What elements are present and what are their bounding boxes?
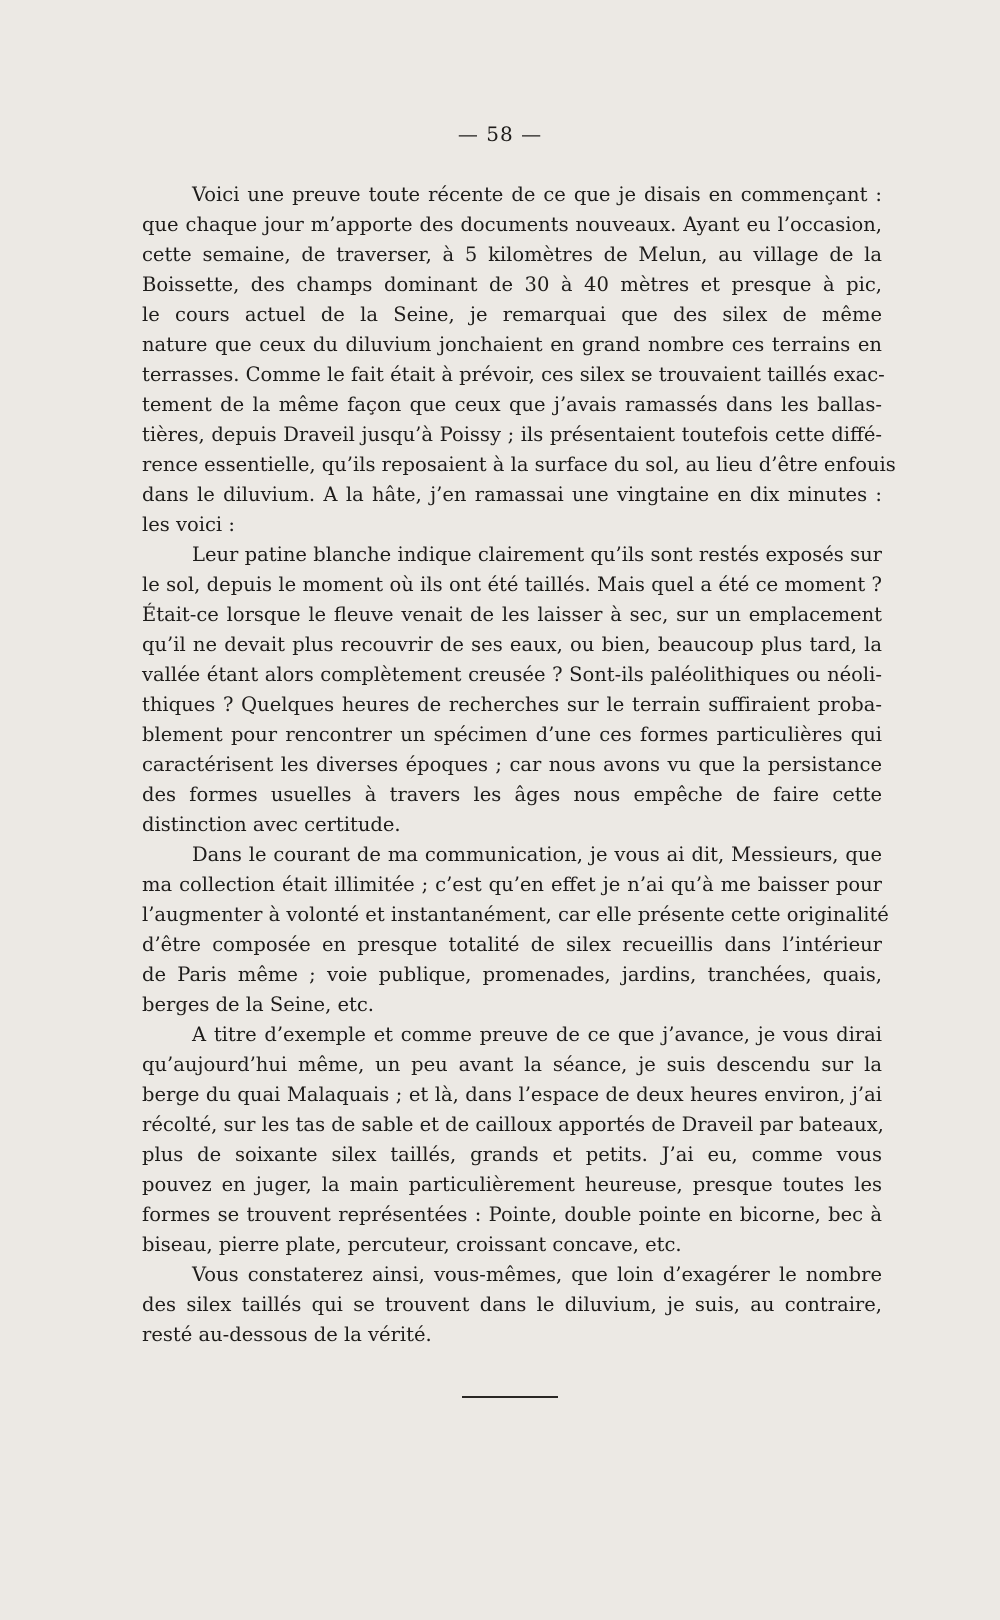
text-line: tières, depuis Draveil jusqu’à Poissy ; ils présentaient toutefois cette diffé- <box>142 423 882 446</box>
text-line: vallée étant alors complètement creusée ? Sont-ils paléolithiques ou néoli- <box>142 663 882 686</box>
text-line: qu’il ne devait plus recouvrir de ses eaux, ou bien, beaucoup plus tard, la <box>142 633 882 656</box>
text-line: le sol, depuis le moment où ils ont été taillés. Mais quel a été ce moment ? <box>142 573 882 596</box>
text-line: le cours actuel de la Seine, je remarquai que des silex de même <box>142 303 882 326</box>
text-line: thiques ? Quelques heures de recherches sur le terrain suffiraient proba- <box>142 693 882 716</box>
text-line: Vous constaterez ainsi, vous-mêmes, que loin d’exagérer le nombre <box>192 1263 882 1286</box>
text-line: pouvez en juger, la main particulièrement heureuse, presque toutes les <box>142 1173 882 1196</box>
text-line: rence essentielle, qu’ils reposaient à la surface du sol, au lieu d’être enfouis <box>142 453 896 476</box>
text-line: ma collection était illimitée ; c’est qu’en effet je n’ai qu’à me baisser pour <box>142 873 882 896</box>
text-line: qu’aujourd’hui même, un peu avant la séance, je suis descendu sur la <box>142 1053 882 1076</box>
body-text <box>142 180 896 1350</box>
text-line: Leur patine blanche indique clairement qu’ils sont restés exposés sur <box>192 543 882 566</box>
page-number: — 58 — <box>457 122 543 146</box>
text-line: biseau, pierre plate, percuteur, croissant concave, etc. <box>142 1233 682 1256</box>
text-line: caractérisent les diverses époques ; car nous avons vu que la persistance <box>142 753 882 776</box>
text-line: de Paris même ; voie publique, promenades, jardins, tranchées, quais, <box>142 963 882 986</box>
text-line: distinction avec certitude. <box>142 813 401 836</box>
text-line: nature que ceux du diluvium jonchaient en grand nombre ces terrains en <box>142 333 882 356</box>
text-line: des formes usuelles à travers les âges nous empêche de faire cette <box>142 783 882 806</box>
text-line: Dans le courant de ma communication, je vous ai dit, Messieurs, que <box>192 843 882 866</box>
text-line: formes se trouvent représentées : Pointe, double pointe en bicorne, bec à <box>142 1203 882 1226</box>
text-line: tement de la même façon que ceux que j’avais ramassés dans les ballas- <box>142 393 882 416</box>
text-line: Voici une preuve toute récente de ce que je disais en commençant : <box>192 183 882 206</box>
text-line: les voici : <box>142 513 235 536</box>
text-line: dans le diluvium. A la hâte, j’en ramassai une vingtaine en dix minutes : <box>142 483 882 506</box>
text-line: berges de la Seine, etc. <box>142 993 374 1016</box>
text-line: l’augmenter à volonté et instantanément, car elle présente cette originalité <box>142 903 889 926</box>
text-line: que chaque jour m’apporte des documents nouveaux. Ayant eu l’occasion, <box>142 213 882 236</box>
text-line: Boissette, des champs dominant de 30 à 40 mètres et presque à pic, <box>142 273 882 296</box>
text-line: Était-ce lorsque le fleuve venait de les laisser à sec, sur un emplacement <box>142 603 882 626</box>
text-line: blement pour rencontrer un spécimen d’une ces formes particulières qui <box>142 723 882 746</box>
text-line: berge du quai Malaquais ; et là, dans l’espace de deux heures environ, j’ai <box>142 1083 882 1106</box>
text-line: d’être composée en presque totalité de silex recueillis dans l’intérieur <box>142 933 882 956</box>
text-line: A titre d’exemple et comme preuve de ce que j’avance, je vous dirai <box>192 1023 882 1046</box>
text-line: resté au-dessous de la vérité. <box>142 1323 432 1346</box>
text-line: des silex taillés qui se trouvent dans le diluvium, je suis, au contraire, <box>142 1293 882 1316</box>
text-line: terrasses. Comme le fait était à prévoir, ces silex se trouvaient taillés exac- <box>142 363 885 386</box>
text-line: cette semaine, de traverser, à 5 kilomètres de Melun, au village de la <box>142 243 882 266</box>
text-line: plus de soixante silex taillés, grands et petits. J’ai eu, comme vous <box>142 1143 882 1166</box>
end-rule <box>462 1396 558 1398</box>
text-line: récolté, sur les tas de sable et de cailloux apportés de Draveil par bateaux, <box>142 1113 884 1136</box>
